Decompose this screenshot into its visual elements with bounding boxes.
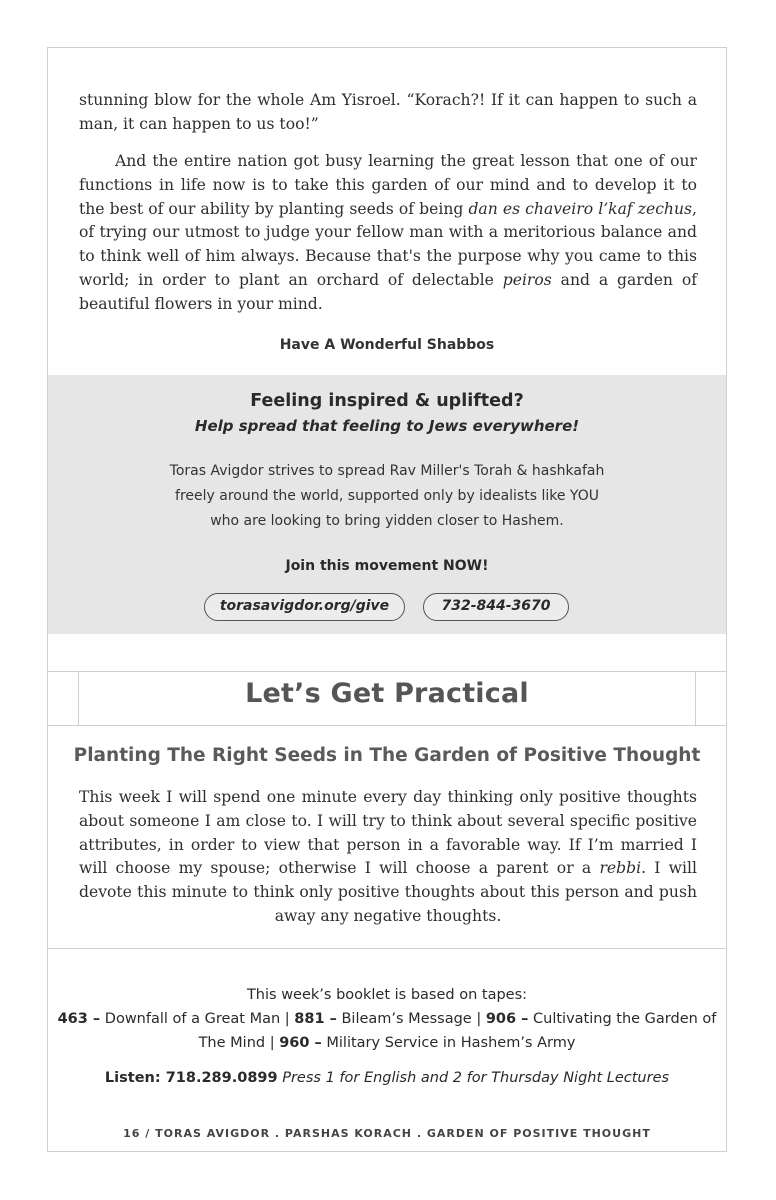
tape-title: Military Service in Hashem’s Army <box>326 1035 576 1051</box>
tape-number: 463 – <box>57 1011 101 1027</box>
section-divider <box>47 671 727 672</box>
article-text: , of trying our utmost to judge your fellow man with a meritorious balance and to think well of him always. Because that's the purpose why you came to this world; in order to plant an orchard of delectable <box>79 199 697 289</box>
tape-separator: | <box>280 1011 295 1027</box>
tape-number: 906 – <box>485 1011 529 1027</box>
tape-separator: | <box>265 1035 280 1051</box>
donation-line: freely around the world, supported only by idealists like YOU <box>175 488 599 504</box>
practical-italic-term: rebbi <box>599 859 642 878</box>
article-paragraph-1: stunning blow for the whole Am Yisroel. “Korach?! If it can happen to such a man, it can happen to us too!” <box>79 91 697 133</box>
donate-phone-link[interactable]: 732-844-3670 <box>423 593 569 621</box>
section-divider <box>47 948 727 949</box>
donation-line: Toras Avigdor strives to spread Rav Miller's Torah & hashkafah <box>169 463 605 479</box>
donation-box <box>48 375 726 634</box>
practical-paragraph <box>79 786 697 929</box>
tapes-intro: This week’s booklet is based on tapes: <box>246 987 528 1003</box>
tape-number: 881 – <box>294 1011 337 1027</box>
article-italic-term: dan es chaveiro l’kaf zechus <box>468 199 693 218</box>
article-paragraph-2 <box>79 150 697 317</box>
section-subtitle: Planting The Right Seeds in The Garden of Positive Thought <box>73 745 701 766</box>
tapes-list <box>47 983 727 1055</box>
article-text: and a garden of beautiful flowers in your mind. <box>79 270 697 313</box>
section-divider <box>47 725 727 726</box>
donation-body <box>48 459 726 534</box>
tape-number: 960 – <box>279 1035 322 1051</box>
listen-phone[interactable]: Listen: 718.289.0899 <box>104 1070 278 1086</box>
tape-title: Downfall of a Great Man <box>104 1011 281 1027</box>
listen-line <box>47 1070 727 1086</box>
tape-title: Bileam’s Message <box>341 1011 472 1027</box>
donation-heading: Feeling inspired & uplifted? <box>250 391 524 411</box>
article-text: And the entire nation got busy learning the great lesson that one of our functions in life now is to take this garden of our mind and to develop it to the best of our ability by planting seeds of being <box>79 152 697 218</box>
donate-website-link[interactable]: torasavigdor.org/give <box>204 593 405 621</box>
page-footer: 16 / TORAS AVIGDOR . PARSHAS KORACH . GARDEN OF POSITIVE THOUGHT <box>123 1127 651 1140</box>
donation-subheading: Help spread that feeling to Jews everywhere! <box>194 417 580 435</box>
tapes-line <box>47 1007 727 1055</box>
article-italic-term: peiros <box>502 270 552 289</box>
signoff: Have A Wonderful Shabbos <box>279 337 495 353</box>
tape-separator: | <box>471 1011 486 1027</box>
donation-line: who are looking to bring yidden closer to Hashem. <box>210 513 564 529</box>
practical-text: . I will devote this minute to think only positive thoughts about this person and push away any negative thoughts. <box>79 859 697 925</box>
listen-instructions: Press 1 for English and 2 for Thursday Night Lectures <box>282 1070 670 1086</box>
section-title: Let’s Get Practical <box>245 678 529 709</box>
donation-call-to-action: Join this movement NOW! <box>285 558 489 574</box>
tape-title: Cultivating the Garden of The Mind <box>198 1011 717 1051</box>
practical-text: This week I will spend one minute every day thinking only positive thoughts about someone I am close to. I will try to think about several specific positive attributes, in order to view that person in a favorable way. If I’m married I will choose my spouse; otherwise I will choose a parent or a <box>79 788 697 878</box>
